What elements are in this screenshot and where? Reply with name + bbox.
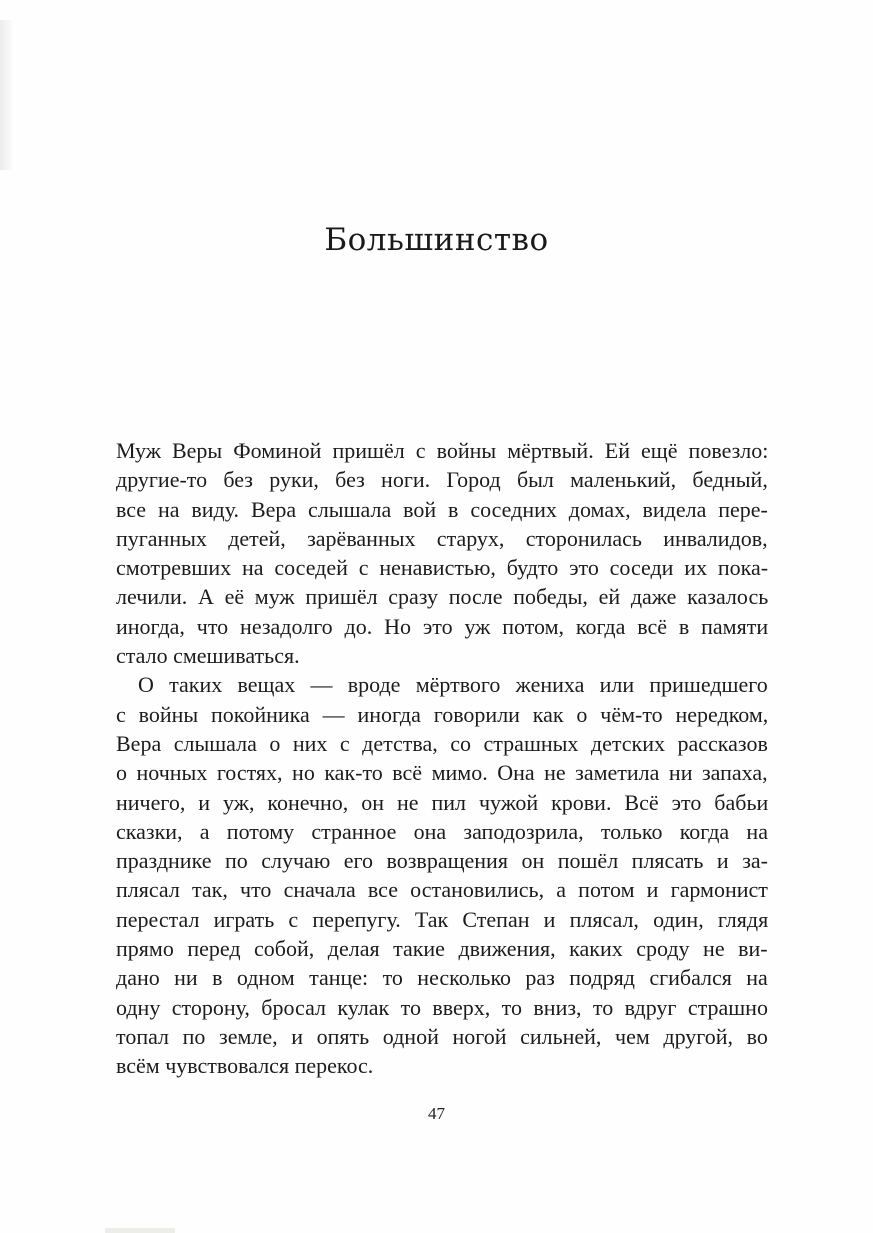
- text-line: одну сторону, бросал кулак то вверх, то вниз, то вдруг страшно: [116, 994, 768, 1020]
- text-line: Муж Веры Фоминой пришёл с войны мёртвый. Ей ещё повезло:: [116, 438, 769, 463]
- text-line: ничего, и уж, конечно, он не пил чужой крови. Всё это бабьи: [116, 789, 769, 815]
- text-line: с войны покойника — иногда говорили как о чём-то нередком,: [116, 701, 769, 727]
- text-line: стало смешиваться.: [116, 643, 300, 669]
- text-line: лечили. А её муж пришёл сразу после победы, ей даже казалось: [116, 584, 769, 610]
- text-line: плясал так, что сначала все остановились, а потом и гармонист: [116, 877, 768, 903]
- text-line: сказки, а потому странное она заподозрила, только когда на: [116, 818, 768, 844]
- text-line: все на виду. Вера слышала вой в соседних домах, видела пере-: [116, 496, 768, 522]
- page-number: 47: [428, 1104, 445, 1123]
- scan-shadow-left: [0, 20, 12, 170]
- text-line: дано ни в одном танце: то несколько раз подряд сгибался на: [116, 965, 768, 991]
- chapter-title: Большинство: [324, 222, 549, 258]
- paragraph-1: [116, 436, 768, 670]
- text-line: О таких вещах — вроде мёртвого жениха или пришедшего: [138, 672, 768, 698]
- text-line: Вера слышала о них с детства, со страшных детских рассказов: [116, 730, 768, 756]
- text-line: перестал играть с перепугу. Так Степан и плясал, один, глядя: [116, 906, 769, 932]
- text-line: смотревших на соседей с ненавистью, будто это соседи их пока-: [116, 555, 769, 581]
- text-line: прямо перед собой, делая такие движения, каких сроду не ви-: [116, 936, 768, 962]
- text-line: о ночных гостях, но как-то всё мимо. Она не заметила ни запаха,: [116, 760, 768, 786]
- text-line: пуганных детей, зарёванных старух, сторонилась инвалидов,: [116, 525, 768, 551]
- paragraph-2: [116, 670, 768, 1080]
- scan-artifact-bottom: [105, 1228, 175, 1233]
- text-line: топал по земле, и опять одной ногой сильней, чем другой, во: [116, 1023, 768, 1049]
- body-text: [116, 436, 768, 1081]
- text-line: празднике по случаю его возвращения он пошёл плясать и за-: [116, 848, 768, 874]
- text-line: иногда, что незадолго до. Но это уж потом, когда всё в памяти: [116, 613, 769, 639]
- text-line: всём чувствовался перекос.: [116, 1053, 374, 1079]
- text-line: другие-то без руки, без ноги. Город был маленький, бедный,: [116, 467, 768, 493]
